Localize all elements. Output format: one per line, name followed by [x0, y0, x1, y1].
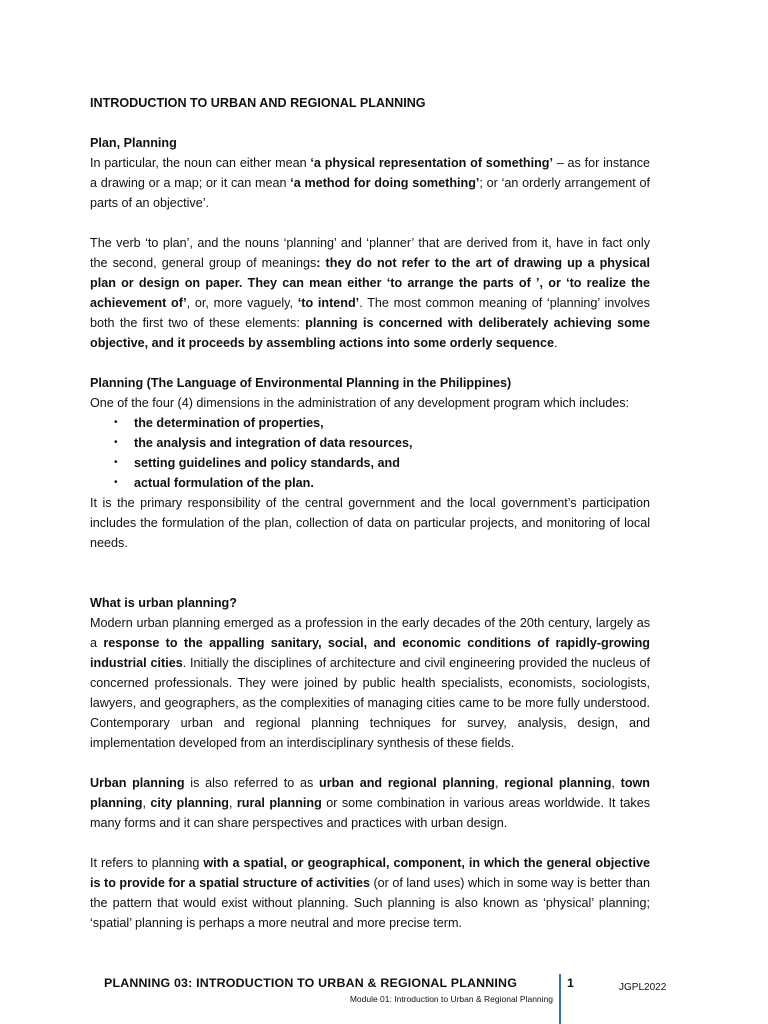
bold-run: Urban planning	[90, 776, 185, 790]
paragraph-noun-meaning	[90, 153, 650, 213]
text-run: In particular, the noun can either mean	[90, 156, 311, 170]
paragraph-spatial-planning	[90, 853, 650, 933]
bold-run: ‘to intend’	[297, 296, 360, 310]
text-run: The verb ‘to plan’, and the nouns ‘planning’ and ‘planner’ that are derived from it, have in fact only the second, general group of meanings	[90, 236, 650, 270]
list-item: • actual formulation of the plan.	[114, 473, 650, 493]
text-run: It refers to planning	[90, 856, 204, 870]
page-number: 1	[567, 976, 574, 990]
text-run: is also referred to as	[184, 776, 319, 790]
document-title: INTRODUCTION TO URBAN AND REGIONAL PLANNING	[90, 96, 426, 110]
footer-module-subtitle: Module 01: Introduction to Urban & Regional Planning	[349, 994, 553, 1004]
paragraph-urban-planning-names	[90, 773, 650, 833]
footer-code: JGPL2022	[619, 982, 667, 993]
footer-course-title: PLANNING 03: INTRODUCTION TO URBAN & REGIONAL PLANNING	[104, 976, 518, 990]
document-body	[90, 93, 650, 933]
bold-run: with a spatial, or geographical, component, in which the general objective is to provide for a spatial structure of activities	[90, 856, 651, 890]
bold-run: town planning	[90, 776, 651, 810]
bold-run: response to the appalling sanitary, social, and economic conditions of rapidly-growing industrial cities	[90, 636, 650, 670]
bold-run: : they do not refer to the art of drawing up a physical plan or design on paper. They can mean either	[90, 256, 650, 290]
list-item: • the analysis and integration of data resources,	[114, 433, 650, 453]
text-run: .	[554, 336, 558, 350]
bold-run: ‘to arrange the parts of ’, or ‘to realize the achievement of’	[90, 276, 650, 310]
paragraph-modern-urban-planning	[90, 613, 650, 753]
bold-run: regional planning	[504, 776, 612, 790]
paragraph-verb-meaning	[90, 233, 650, 353]
text-run: ; or ‘an orderly arrangement of parts of an objective’.	[90, 176, 650, 210]
paragraph-responsibility: It is the primary responsibility of the central government and the local government’s participation includes the formulation of the plan, collection of data on particular projects, and monitoring of local needs.	[90, 496, 650, 550]
paragraph-dimensions-intro: One of the four (4) dimensions in the administration of any development program which includes:	[90, 396, 630, 410]
text-run: . The most common meaning of ‘planning’ involves both the first two of these elements:	[90, 296, 650, 330]
text-run: or some combination in various areas worldwide. It takes many forms and it can share perspectives and practices with urban design.	[90, 796, 650, 830]
dimensions-list	[90, 413, 650, 493]
section-heading-urban-planning: What is urban planning?	[90, 596, 237, 610]
text-run: – as for instance a drawing or a map; or it can mean	[90, 156, 650, 190]
text-run: ,	[611, 776, 621, 790]
footer-divider	[559, 974, 561, 1024]
bold-run: planning is concerned with deliberately achieving some objective, and it proceeds by assembling actions into some orderly sequence	[90, 316, 650, 350]
text-run: ,	[228, 796, 237, 810]
list-item: • the determination of properties,	[114, 413, 650, 433]
text-run: Modern urban planning emerged as a profession in the early decades of the 20th century, largely as a	[90, 616, 650, 650]
text-run: . Initially the disciplines of architecture and civil engineering provided the nucleus of concerned professionals. They were joined by public health specialists, economists, sociologists, lawyers, and geographers, as the complexities of managing cities came to be more fully understood. Contemporary urban and regional planning techniques for survey, analysis, design, and implementation developed from an interdisciplinary synthesis of these fields.	[90, 656, 650, 750]
text-run: ,	[494, 776, 505, 790]
bold-run: ‘a method for doing something’	[290, 176, 480, 190]
section-heading-plan: Plan, Planning	[90, 136, 177, 150]
bold-run: ‘a physical representation of something’	[310, 156, 553, 170]
text-run: , or, more vaguely,	[186, 296, 298, 310]
bold-run: city planning	[150, 796, 229, 810]
list-item: • setting guidelines and policy standards, and	[114, 453, 650, 473]
section-heading-planning-language: Planning (The Language of Environmental Planning in the Philippines)	[90, 376, 512, 390]
bold-run: urban and regional planning	[319, 776, 495, 790]
text-run: ,	[142, 796, 151, 810]
bold-run: rural planning	[236, 796, 322, 810]
text-run: (or of land uses) which in some way is better than the pattern that would exist without planning. Such planning is also known as ‘physical’ planning; ‘spatial’ planning is perhaps a more neutral and more precise term.	[90, 876, 650, 930]
